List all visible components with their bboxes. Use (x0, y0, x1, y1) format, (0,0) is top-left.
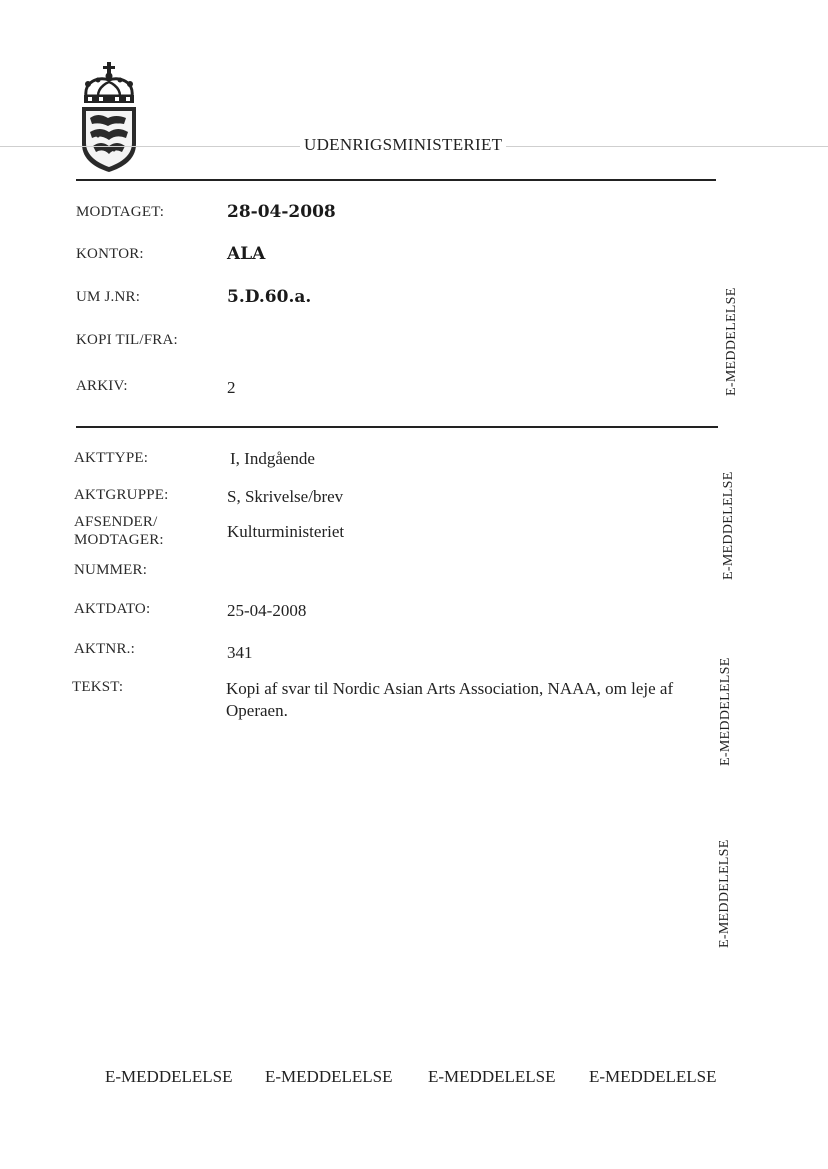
umjnr-label: UM J.NR: (76, 289, 141, 305)
footer-stamp-4: E-MEDDELELSE (589, 1067, 717, 1086)
modtaget-label: MODTAGET: (76, 204, 165, 220)
royal-crest-icon (78, 62, 140, 174)
nummer-label: NUMMER: (74, 562, 148, 578)
aktnr-label: AKTNR.: (74, 641, 135, 657)
side-stamp-3: E-MEDDELELSE (718, 657, 733, 766)
tekst-value: Kopi af svar til Nordic Asian Arts Association, NAAA, om leje af Operaen. (226, 679, 674, 720)
side-stamp-1: E-MEDDELELSE (724, 287, 739, 396)
aktgruppe-value: S, Skrivelse/brev (227, 487, 344, 506)
section-divider (76, 426, 718, 428)
afsender-label-line1: AFSENDER/ (74, 514, 158, 530)
kopi-label: KOPI TIL/FRA: (76, 332, 178, 348)
side-stamp-4: E-MEDDELELSE (717, 839, 732, 948)
kontor-value: ALA (227, 244, 266, 264)
arkiv-value: 2 (227, 378, 236, 397)
afsender-value: Kulturministeriet (227, 522, 345, 541)
umjnr-value: 5.D.60.a. (227, 287, 312, 307)
footer-stamp-1: E-MEDDELELSE (105, 1067, 233, 1086)
footer-stamp-3: E-MEDDELELSE (428, 1067, 556, 1086)
side-stamp-2: E-MEDDELELSE (721, 471, 736, 580)
afsender-label-line2: MODTAGER: (74, 532, 164, 548)
footer-stamp-2: E-MEDDELELSE (265, 1067, 393, 1086)
aktdato-value: 25-04-2008 (227, 601, 307, 620)
akttype-value: I, Indgående (230, 449, 315, 468)
ministry-title: UDENRIGSMINISTERIET (300, 135, 506, 155)
kontor-label: KONTOR: (76, 246, 144, 262)
aktnr-value: 341 (227, 643, 253, 662)
aktdato-label: AKTDATO: (74, 601, 151, 617)
tekst-label: TEKST: (72, 679, 124, 695)
akttype-label: AKTTYPE: (74, 450, 149, 466)
aktgruppe-label: AKTGRUPPE: (74, 487, 169, 503)
modtaget-value: 28-04-2008 (227, 202, 336, 222)
header-divider (76, 179, 716, 181)
arkiv-label: ARKIV: (76, 378, 128, 394)
